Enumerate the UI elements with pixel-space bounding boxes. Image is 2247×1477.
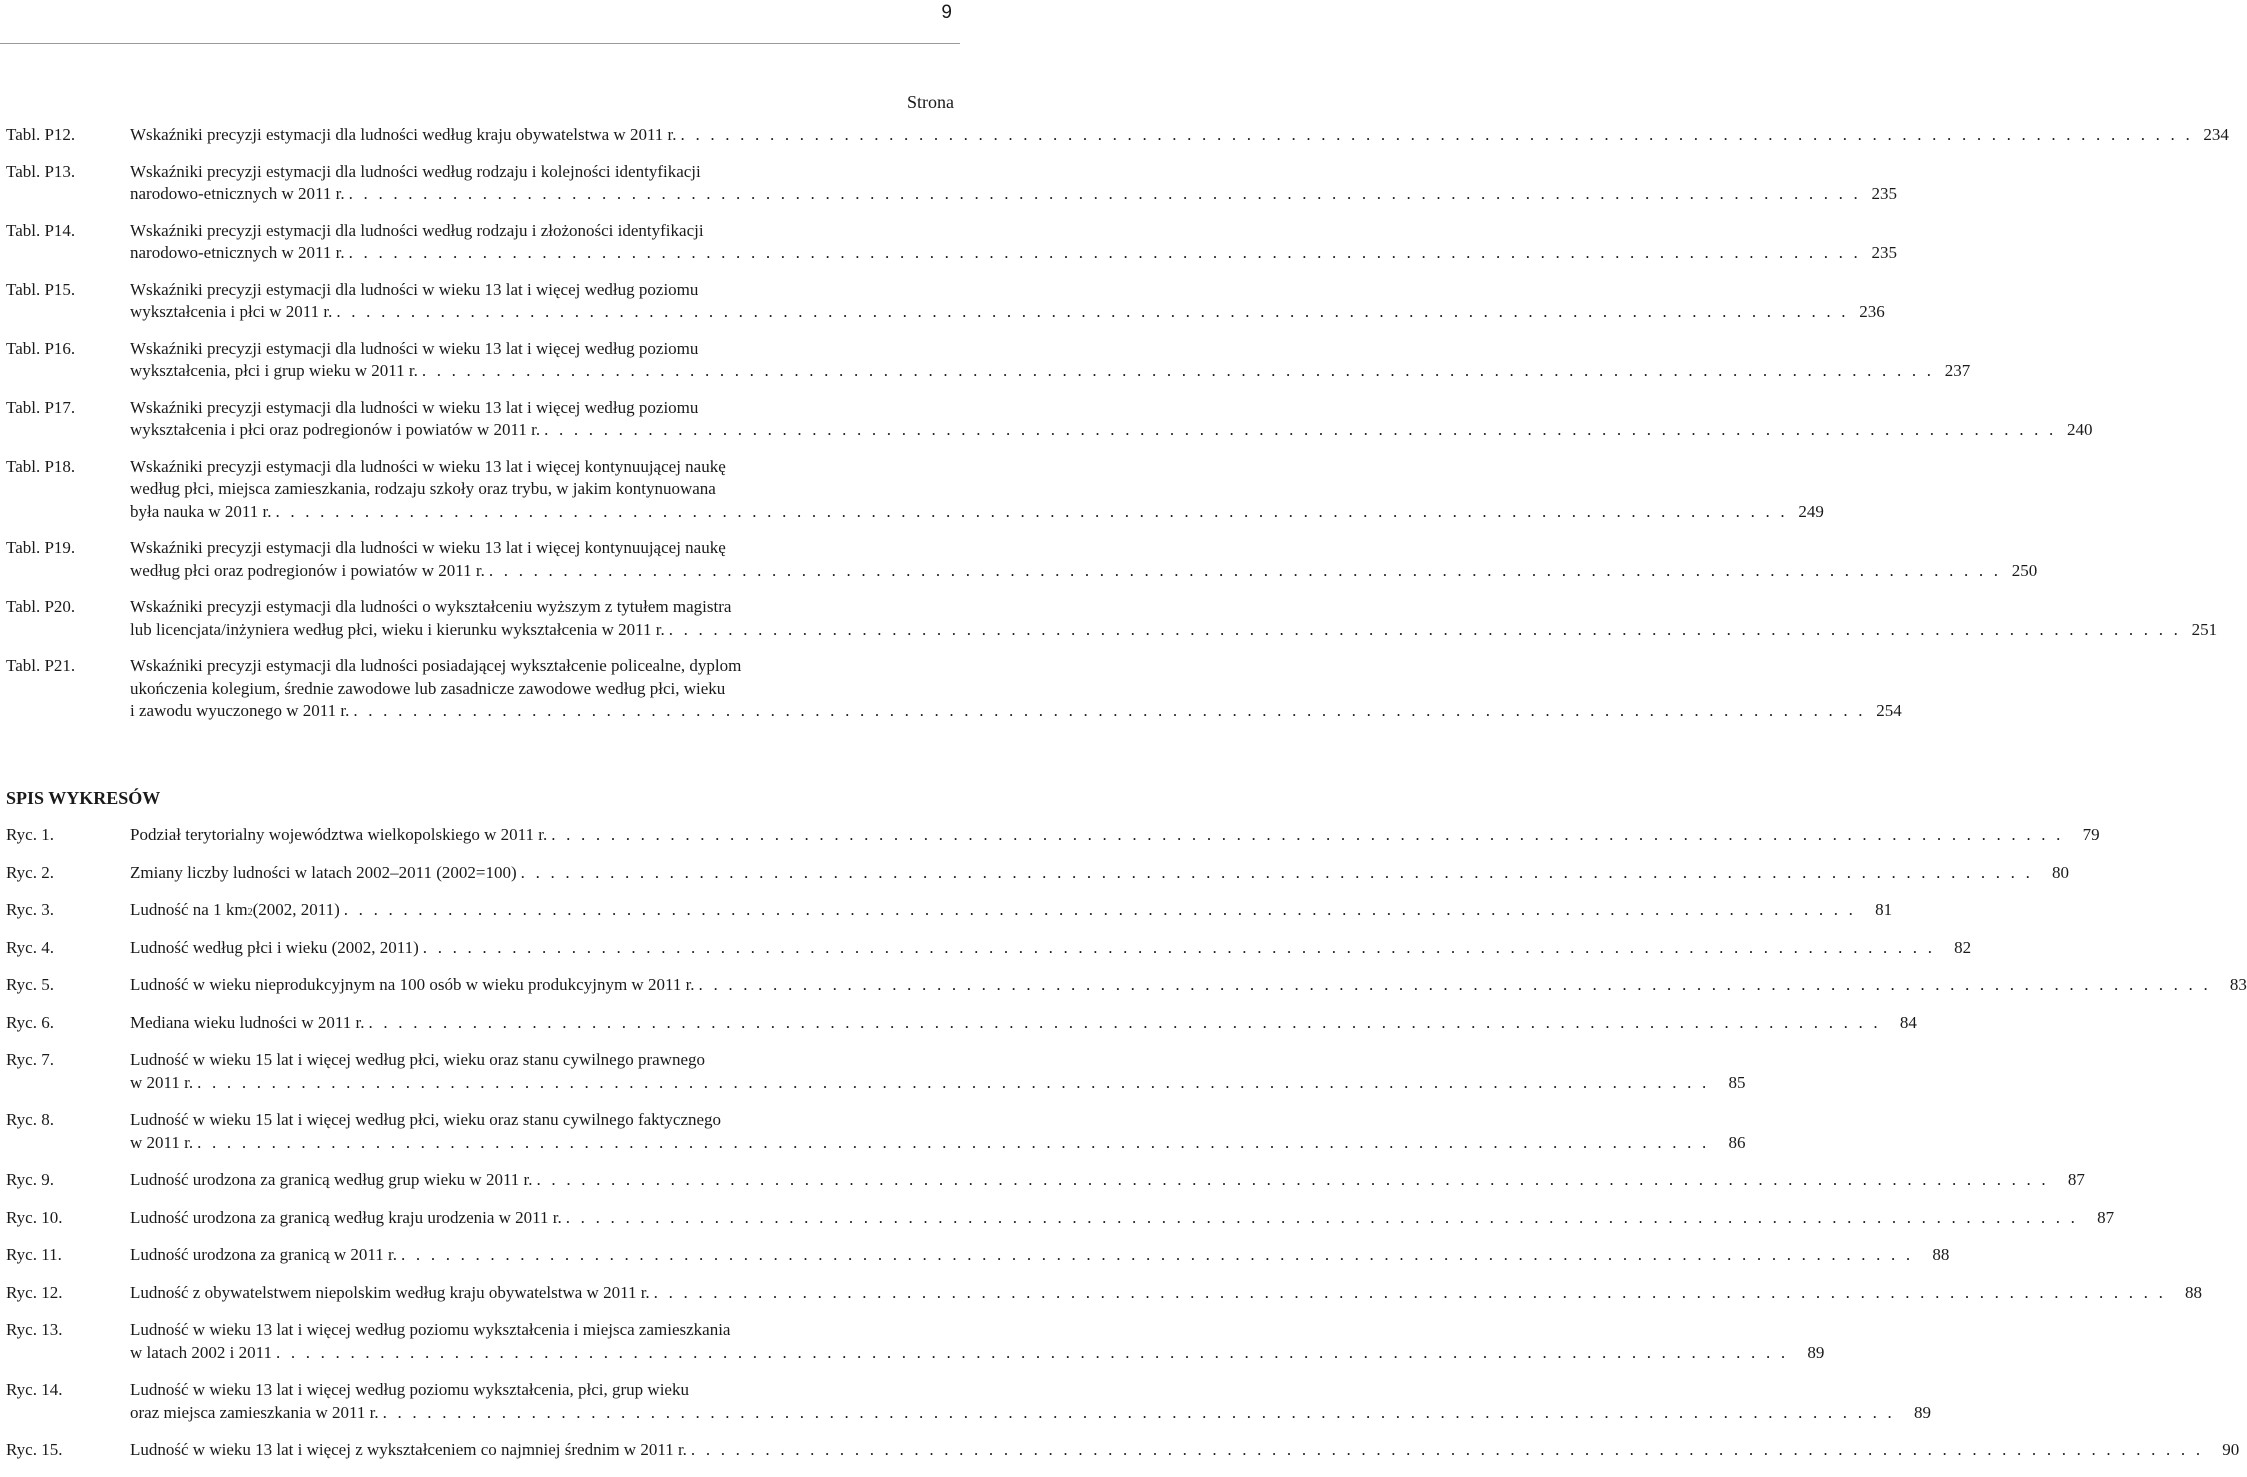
table-entry-title-line [130, 619, 2217, 642]
table-entry-title-text: ukończenia kolegium, średnie zawodowe lub zasadnicze zawodowe według płci, wieku [130, 678, 726, 698]
dot-leader [275, 501, 1787, 524]
table-entry-title [130, 537, 2037, 582]
table-entry[interactable] [6, 596, 2218, 641]
table-entry-title-text: narodowo-etnicznych w 2011 r. [130, 243, 345, 262]
table-entry-title [130, 279, 1885, 324]
table-entry-title-line [130, 279, 1885, 302]
table-entry-title-text: wykształcenia i płci oraz podregionów i powiatów w 2011 r. [130, 420, 541, 439]
table-entry-title-line [130, 124, 2229, 147]
figure-entry-title-text: Ludność w wieku 13 lat i więcej z wykształceniem co najmniej średnim w 2011 r. [130, 1440, 687, 1459]
table-entry[interactable] [6, 279, 1885, 324]
table-entry-title-line [130, 338, 1970, 361]
table-entry[interactable] [6, 397, 2093, 442]
dot-leader [349, 242, 1861, 265]
dot-leader [566, 1207, 2078, 1230]
table-entry[interactable] [6, 124, 2229, 147]
table-entry-title-line [130, 360, 1970, 383]
figure-entry-title-text: Podział terytorialny województwa wielkopolskiego w 2011 r. [130, 825, 548, 844]
figure-entry[interactable] [6, 1207, 2115, 1230]
figure-entry-title-text: Ludność na 1 km [130, 900, 248, 919]
table-entry-title [130, 596, 2217, 641]
figure-entry[interactable] [6, 824, 2100, 847]
table-entry-number: Tabl. P14. [6, 220, 76, 240]
table-entry-number: Tabl. P15. [6, 279, 76, 299]
figure-entry-title [130, 1012, 1917, 1035]
table-entry-number: Tabl. P12. [6, 125, 76, 144]
figure-entry-page-number: 80 [2052, 862, 2070, 882]
figure-entry-title-text: Ludność w wieku 15 lat i więcej według płci, wieku oraz stanu cywilnego prawnego [130, 1050, 706, 1069]
figure-entry-title [130, 1169, 2085, 1192]
table-entry-page-number: 235 [1871, 184, 1898, 203]
dot-leader [344, 899, 1856, 922]
figure-entry-title-text: Ludność według płci i wieku (2002, 2011) [130, 937, 419, 957]
table-entry-page-number: 254 [1876, 701, 1902, 720]
figure-entry-number: Ryc. 11. [6, 1245, 62, 1264]
figure-entry[interactable] [6, 899, 1893, 922]
figure-entry[interactable] [6, 1282, 2203, 1305]
table-entry-title [130, 161, 1897, 206]
figures-list [6, 824, 2247, 1477]
figure-entry-title-text: oraz miejsca zamieszkania w 2011 r. [130, 1402, 379, 1422]
figure-entry-title-text: Ludność w wieku 13 lat i więcej według poziomu wykształcenia i miejsca zamieszkania [130, 1320, 731, 1339]
figure-entry-title-line [130, 1379, 1931, 1402]
table-entry-title-line [130, 419, 2092, 442]
table-entry-page-number: 240 [2066, 420, 2093, 439]
table-entry-title [130, 456, 1824, 524]
table-entry-title-text: Wskaźniki precyzji estymacji dla ludności w wieku 13 lat i więcej kontynuującej naukę [130, 538, 726, 557]
figure-entry-page-number: 88 [2185, 1282, 2203, 1302]
figure-entry-title-line [130, 1012, 1917, 1035]
figure-entry-page-number: 86 [1728, 1132, 1746, 1152]
figure-entry-title [130, 1049, 1745, 1094]
page-column-header: Strona [907, 92, 954, 112]
figure-entry-page-number: 88 [1932, 1245, 1950, 1264]
figure-entry-title-line [130, 1282, 2202, 1305]
table-entry-title-line [130, 560, 2037, 583]
figure-entry-title-text: w 2011 r. [130, 1072, 194, 1092]
figure-entry-number: Ryc. 13. [6, 1320, 63, 1339]
table-entry-page-number: 249 [1798, 501, 1824, 521]
figure-entry-title-text: w latach 2002 i 2011 [130, 1342, 272, 1362]
table-entry-title-line [130, 242, 1897, 265]
table-entry-number: Tabl. P13. [6, 161, 76, 181]
figure-entry-page-number: 81 [1875, 900, 1893, 919]
figure-entry-title-line [130, 1244, 1949, 1267]
dot-leader [669, 619, 2181, 642]
figure-entry-page-number: 89 [1807, 1342, 1825, 1362]
table-entry-number: Tabl. P17. [6, 397, 76, 417]
table-entry-title-text: Wskaźniki precyzji estymacji dla ludności według rodzaju i kolejności identyfikacji [130, 161, 701, 181]
table-entry-title-line [130, 456, 1824, 479]
dot-leader [401, 1244, 1913, 1267]
figure-entry-title-text: Mediana wieku ludności w 2011 r. [130, 1012, 365, 1032]
table-entry-title-text: Wskaźniki precyzji estymacji dla ludności według rodzaju i złożoności identyfikacji [130, 220, 704, 240]
figure-entry-page-number: 87 [2067, 1170, 2085, 1189]
figure-entry-title-line [130, 1169, 2085, 1192]
figure-entry-number: Ryc. 15. [6, 1440, 63, 1459]
table-entry-page-number: 251 [2191, 619, 2218, 639]
figure-entry-number: Ryc. 8. [6, 1110, 54, 1129]
figure-entry-number: Ryc. 1. [6, 825, 54, 844]
figure-entry[interactable] [6, 937, 1972, 960]
figure-entry-title-text: Zmiany liczby ludności w latach 2002–2011 (2002=100) [130, 862, 517, 882]
dot-leader [197, 1072, 1709, 1095]
figure-entry-title [130, 1244, 1949, 1267]
table-entry-page-number: 250 [2011, 560, 2038, 580]
dot-leader [197, 1132, 1709, 1155]
table-entry-title-text: Wskaźniki precyzji estymacji dla ludności o wykształceniu wyższym z tytułem magistra [130, 597, 732, 616]
figure-entry-title-line [130, 974, 2247, 997]
dot-leader [681, 124, 2193, 147]
figure-entry-title [130, 1282, 2202, 1305]
table-entry-title-text: Wskaźniki precyzji estymacji dla ludności w wieku 13 lat i więcej według poziomu [130, 338, 699, 358]
figure-entry-title-line [130, 1132, 1745, 1155]
table-entry-title-line [130, 700, 1902, 723]
figure-entry-page-number: 82 [1954, 937, 1972, 957]
figure-entry-title-text: Ludność urodzona za granicą według kraju urodzenia w 2011 r. [130, 1207, 562, 1227]
figure-entry-title-text: w 2011 r. [130, 1132, 194, 1152]
figures-section-title: SPIS WYKRESÓW [6, 788, 161, 808]
table-entry-title-line [130, 301, 1885, 324]
figure-entry-title-line [130, 1402, 1931, 1425]
figure-entry-title [130, 937, 1971, 960]
table-entry-title-line [130, 397, 2092, 420]
figure-entry-title-line [130, 1109, 1745, 1132]
figure-entry-title-text: Ludność urodzona za granicą w 2011 r. [130, 1245, 398, 1264]
figure-entry-title [130, 1379, 1931, 1424]
figure-entry-title [130, 862, 2069, 885]
table-entry[interactable] [6, 338, 1971, 383]
figure-entry-page-number: 84 [1899, 1012, 1917, 1032]
table-entry-title [130, 655, 1902, 723]
figure-entry-title [130, 1207, 2114, 1230]
figure-entry[interactable] [6, 1109, 1746, 1154]
figure-entry-title-line [130, 862, 2069, 885]
figure-entry-page-number: 85 [1728, 1072, 1746, 1092]
dot-leader [551, 824, 2063, 847]
table-entry-title-text: narodowo-etnicznych w 2011 r. [130, 184, 345, 203]
figure-entry-number: Ryc. 14. [6, 1380, 63, 1399]
table-entry-number: Tabl. P19. [6, 538, 76, 557]
dot-leader [422, 360, 1934, 383]
table-entry-page-number: 234 [2203, 125, 2229, 144]
figure-entry-title-line [130, 1439, 2239, 1462]
table-entry-title-line [130, 501, 1824, 524]
dot-leader [699, 974, 2211, 997]
figure-entry-title-line [130, 1049, 1745, 1072]
figure-entry-title-line [130, 1072, 1745, 1095]
figure-entry-title-line: Ludność na 1 km 2 (2002, 2011) . . . 81 [130, 899, 1892, 922]
table-entry-title [130, 338, 1970, 383]
table-entry-title-text: wykształcenia i płci w 2011 r. [130, 302, 333, 321]
header-rule [0, 43, 960, 44]
table-entry-title-text: lub licencjata/inżyniera według płci, wieku i kierunku wykształcenia w 2011 r. [130, 619, 665, 639]
figure-entry-page-number: 90 [2222, 1440, 2240, 1459]
table-entry-title-text: Wskaźniki precyzji estymacji dla ludności posiadającej wykształcenie policealne, dyplom [130, 656, 742, 675]
table-entry[interactable] [6, 456, 1824, 524]
figure-entry-title-text: Ludność z obywatelstwem niepolskim według kraju obywatelstwa w 2011 r. [130, 1282, 650, 1302]
table-entry-title-line [130, 596, 2217, 619]
figure-entry-title [130, 974, 2247, 997]
figure-entry-title-line [130, 1319, 1824, 1342]
table-entry-title-text: według płci, miejsca zamieszkania, rodzaju szkoły oraz trybu, w jakim kontynuowana [130, 479, 716, 498]
figure-entry[interactable] [6, 974, 2247, 997]
table-entry-page-number: 237 [1944, 361, 1971, 380]
table-entry-number: Tabl. P18. [6, 456, 76, 476]
table-entry-page-number: 235 [1871, 243, 1898, 262]
figure-entry-title-text: Ludność w wieku 15 lat i więcej według płci, wieku oraz stanu cywilnego faktycznego [130, 1110, 722, 1129]
table-entry-title-text: według płci oraz podregionów i powiatów w 2011 r. [130, 560, 485, 580]
figure-entry[interactable] [6, 1379, 1931, 1424]
figure-entry[interactable] [6, 1012, 1917, 1035]
figure-entry[interactable] [6, 1319, 1825, 1364]
table-entry-title-text: wykształcenia, płci i grup wieku w 2011 r. [130, 361, 418, 380]
figure-entry-title-text: Ludność urodzona za granicą według grup wieku w 2011 r. [130, 1170, 533, 1189]
table-entry-title-line [130, 655, 1902, 678]
dot-leader [349, 183, 1861, 206]
table-entry-title-text: była nauka w 2011 r. [130, 501, 272, 521]
figure-entry-title-text: Ludność w wieku nieprodukcyjnym na 100 osób w wieku produkcyjnym w 2011 r. [130, 975, 695, 994]
table-entry-title-line [130, 478, 1824, 501]
table-entry[interactable] [6, 220, 1898, 265]
dot-leader [369, 1012, 1881, 1035]
table-entry-number: Tabl. P21. [6, 656, 76, 675]
table-entry-title-text: i zawodu wyuczonego w 2011 r. [130, 701, 350, 720]
dot-leader [654, 1282, 2166, 1305]
dot-leader [537, 1169, 2049, 1192]
dot-leader [336, 301, 1848, 324]
table-entry-title-line [130, 537, 2037, 560]
dot-leader [691, 1439, 2203, 1462]
figure-entry-title-line [130, 1207, 2114, 1230]
table-entry-title-line [130, 161, 1897, 184]
figure-entry-page-number: 83 [2229, 975, 2247, 994]
figure-entry-number: Ryc. 2. [6, 862, 54, 882]
table-entry-title [130, 397, 2092, 442]
table-entry-title [130, 124, 2229, 147]
table-entry-title-line [130, 678, 1902, 701]
figure-entry-number: Ryc. 12. [6, 1282, 63, 1302]
page-number: 9 [941, 2, 952, 23]
dot-leader [353, 700, 1865, 723]
table-entry-title [130, 220, 1897, 265]
figure-entry-title [130, 899, 1892, 922]
figure-entry-page-number: 89 [1913, 1402, 1931, 1422]
table-entry-title-text: Wskaźniki precyzji estymacji dla ludności według kraju obywatelstwa w 2011 r. [130, 125, 677, 144]
dot-leader [489, 560, 2001, 583]
dot-leader [276, 1342, 1788, 1365]
figure-entry-page-number: 87 [2097, 1207, 2115, 1227]
table-entry-title-line [130, 183, 1897, 206]
figure-entry-number: Ryc. 7. [6, 1050, 54, 1069]
table-entry-title-line [130, 220, 1897, 243]
tables-list [6, 124, 2229, 737]
dot-leader [383, 1402, 1895, 1425]
figure-entry-title [130, 1109, 1745, 1154]
figure-entry-page-number: 79 [2082, 825, 2100, 844]
figure-entry-title-text-suffix: (2002, 2011) [252, 900, 340, 919]
table-entry-title-text: Wskaźniki precyzji estymacji dla ludności w wieku 13 lat i więcej kontynuującej naukę [130, 456, 726, 476]
figure-entry-title-line [130, 1342, 1824, 1365]
table-entry[interactable] [6, 537, 2038, 582]
figure-entry-number: Ryc. 4. [6, 937, 54, 957]
table-entry-number: Tabl. P16. [6, 338, 76, 358]
table-entry-title-text: Wskaźniki precyzji estymacji dla ludności w wieku 13 lat i więcej według poziomu [130, 397, 699, 417]
table-entry-number: Tabl. P20. [6, 597, 76, 616]
figure-entry-title [130, 1439, 2239, 1462]
figure-entry-title [130, 1319, 1824, 1364]
figure-entry-number: Ryc. 5. [6, 975, 54, 994]
figure-entry[interactable] [6, 1049, 1746, 1094]
figure-entry[interactable] [6, 1244, 1950, 1267]
dot-leader [521, 862, 2033, 885]
figure-entry-title [130, 824, 2100, 847]
figure-entry-number: Ryc. 3. [6, 900, 54, 919]
figure-entry-title-text: Ludność w wieku 13 lat i więcej według poziomu wykształcenia, płci, grup wieku [130, 1380, 689, 1399]
figure-entry-number: Ryc. 6. [6, 1012, 54, 1032]
figure-entry-title-line [130, 937, 1971, 960]
figure-entry[interactable] [6, 1169, 2085, 1192]
figure-entry[interactable] [6, 862, 2070, 885]
table-entry-title-text: Wskaźniki precyzji estymacji dla ludności w wieku 13 lat i więcej według poziomu [130, 279, 699, 299]
dot-leader [423, 937, 1935, 960]
figure-entry-number: Ryc. 9. [6, 1170, 54, 1189]
figure-entry[interactable] [6, 1439, 2240, 1462]
table-entry-page-number: 236 [1859, 302, 1885, 321]
dot-leader [544, 419, 2056, 442]
table-entry[interactable] [6, 161, 1898, 206]
figure-entry-title-line [130, 824, 2100, 847]
table-entry[interactable] [6, 655, 1902, 723]
figure-entry-number: Ryc. 10. [6, 1207, 63, 1227]
